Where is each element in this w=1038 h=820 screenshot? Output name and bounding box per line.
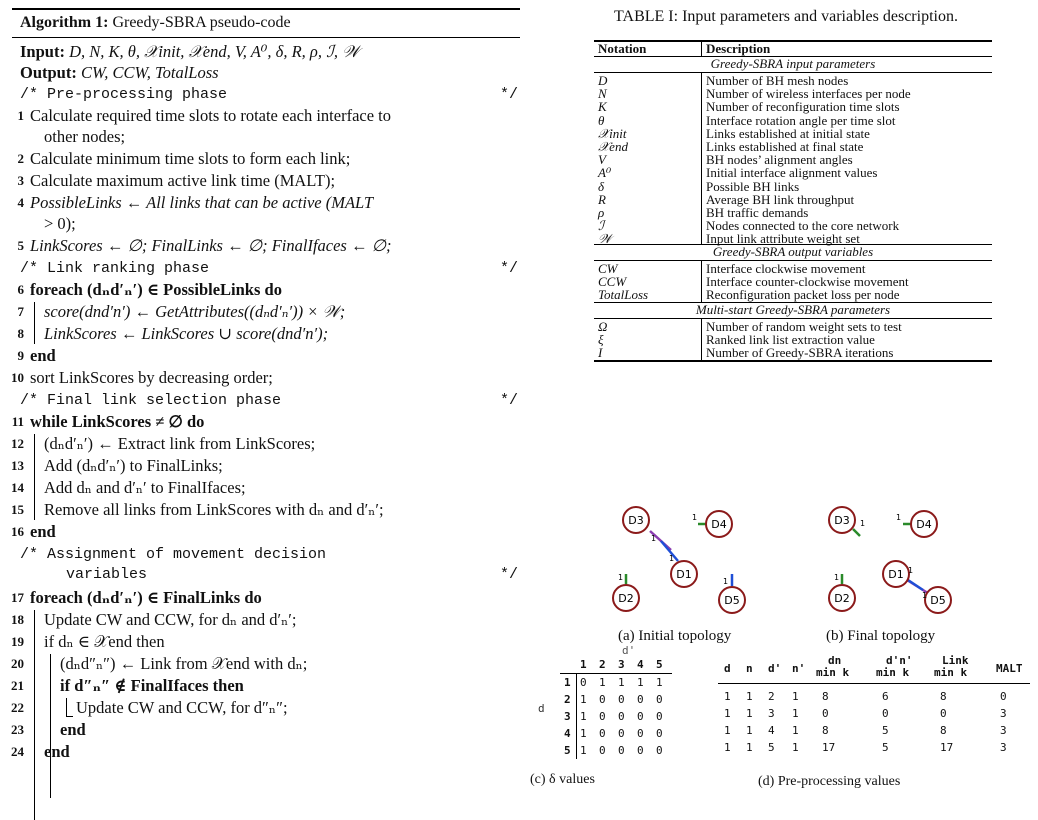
algorithm-input (20, 42, 359, 62)
node-label: D1 (676, 568, 692, 581)
algorithm-line: foreach (dₙd′ₙ′) ∈ FinalLinks do (30, 588, 262, 607)
table-cell: 1 (746, 690, 753, 703)
delta-cell: 0 (637, 727, 644, 740)
line-number: 11 (11, 414, 24, 429)
line-number: 21 (11, 678, 24, 693)
description-cell: BH traffic demands (706, 205, 809, 220)
notation-cell: R (598, 191, 606, 207)
header-cell: n (746, 662, 753, 675)
description-cell: Number of reconfiguration time slots (706, 99, 900, 115)
comment-assign: /* Assignment of movement decision (20, 546, 327, 563)
preprocessing-caption: (d) Pre-processing values (758, 774, 901, 789)
line-number: 5 (17, 238, 24, 253)
table-cell: 0 (940, 707, 947, 720)
notation-cell: 𝒳init (598, 125, 627, 141)
iface-label: 1 (618, 573, 624, 582)
delta-cell: 1 (580, 744, 587, 757)
notation-cell: CW (598, 261, 618, 276)
preprocessing-table (718, 652, 1034, 789)
table-cell: 5 (882, 741, 889, 754)
topology-svg (596, 500, 1016, 630)
delta-caption (530, 772, 690, 788)
delta-cell: 1 (580, 693, 587, 706)
line-number: 9 (17, 348, 24, 363)
description-cell: Links established at final state (706, 139, 864, 154)
algorithm-line: (dₙd′ₙ′) ← Extract link from LinkScores; (44, 434, 316, 453)
header-cell: d (724, 662, 731, 675)
table-row (594, 127, 992, 140)
header-cell: min k (876, 666, 910, 679)
table-column-divider (701, 72, 702, 244)
table-row (594, 275, 992, 288)
table-cell: 1 (724, 741, 731, 754)
table-row (594, 100, 992, 113)
comment-ranking: /* Link ranking phase (20, 260, 210, 277)
table-row (594, 180, 992, 193)
node-label: D1 (888, 568, 904, 581)
comment-preprocessing: /* Pre-processing phase (20, 86, 228, 103)
line-number: 6 (17, 282, 24, 297)
notation-cell: A⁰ (598, 165, 612, 181)
delta-cell: 0 (637, 710, 644, 723)
notation-cell: K (598, 99, 607, 115)
table-cell: 0 (1000, 690, 1007, 703)
delta-cell: 0 (618, 693, 625, 706)
description-cell: Average BH link throughput (706, 191, 855, 207)
table-caption: TABLE I: Input parameters and variables description. (614, 8, 958, 25)
description-cell: Number of Greedy-SBRA iterations (706, 345, 894, 361)
line-number: 14 (11, 480, 24, 495)
line-number: 22 (11, 700, 24, 715)
table-cell: 6 (882, 690, 889, 703)
delta-cell: 0 (637, 693, 644, 706)
table-cell: 5 (882, 724, 889, 737)
topology-figure (596, 500, 1016, 660)
delta-cell: 1 (580, 727, 587, 740)
algorithm-output (20, 63, 219, 83)
line-number: 18 (11, 612, 24, 627)
table-cell: 1 (746, 724, 753, 737)
delta-col-header: 5 (656, 658, 663, 671)
table-row (594, 87, 992, 100)
input-label: Input: (20, 42, 65, 61)
algorithm-line: LinkScores ← ∅; FinalLinks ← ∅; FinalIfaces ← ∅; (30, 236, 392, 255)
line-number: 13 (11, 458, 24, 473)
line-number: 19 (11, 634, 24, 649)
algorithm-line: Add (dₙd′ₙ′) to FinalLinks; (44, 456, 223, 475)
header-cell: min k (816, 666, 850, 679)
header-cell: MALT (996, 662, 1023, 675)
delta-cell: 0 (618, 744, 625, 757)
iface-label: 1 (896, 513, 902, 522)
output-label: Output: (20, 63, 77, 82)
table-cell: 3 (768, 707, 775, 720)
table-row (594, 140, 992, 153)
algorithm-line: PossibleLinks ← All links that can be active (MALT (30, 193, 374, 212)
description-cell: Possible BH links (706, 178, 800, 194)
comment-preprocessing-end: */ (500, 86, 519, 103)
table-cell: 8 (822, 724, 829, 737)
algorithm-line: sort LinkScores by decreasing order; (30, 368, 273, 387)
preprocessing-header-rule (718, 683, 1030, 684)
table-row (594, 288, 992, 301)
delta-cell: 0 (656, 693, 663, 706)
notation-cell: ξ (598, 332, 604, 348)
delta-cell: 0 (599, 727, 606, 740)
node-label: D5 (930, 594, 946, 607)
line-number: 1 (17, 108, 24, 123)
table-row (594, 333, 992, 346)
output-text: CW, CCW, TotalLoss (80, 63, 219, 82)
description-cell: Number of BH mesh nodes (706, 73, 849, 88)
algorithm-line: Update CW and CCW, for dₙ and d′ₙ′; (44, 610, 297, 629)
notation-cell: I (598, 345, 603, 361)
delta-row-header: 4 (564, 727, 571, 740)
algorithm-line: Update CW and CCW, for d″ₙ″; (76, 698, 288, 717)
table-cell: 8 (940, 690, 947, 703)
algorithm-line: Calculate required time slots to rotate each interface to (30, 106, 392, 125)
line-number: 2 (17, 151, 24, 166)
iface-label: 1 (834, 573, 840, 582)
iface-label: 1 (692, 513, 698, 522)
notation-cell: CCW (598, 274, 627, 290)
line-number: 3 (17, 173, 24, 188)
description-cell: Interface clockwise movement (706, 261, 866, 276)
notation-cell: 𝒳end (598, 139, 628, 154)
line-number: 23 (11, 722, 24, 737)
iface-label: 1 (669, 554, 675, 563)
delta-caption-text: (c) δ values (530, 772, 595, 787)
initial-topology-caption: (a) Initial topology (618, 628, 732, 644)
table-column-divider (701, 260, 702, 302)
algorithm-line: LinkScores ← LinkScores ∪ score(dnd′n′); (44, 324, 329, 343)
algorithm-line: (dₙd″ₙ″) ← Link from 𝒳end with dₙ; (60, 654, 308, 673)
node-label: D3 (834, 514, 850, 527)
comment-ranking-end: */ (500, 260, 519, 277)
notation-cell: TotalLoss (598, 287, 649, 303)
table-cell: 0 (882, 707, 889, 720)
comment-final: /* Final link selection phase (20, 392, 282, 409)
table-cell: 1 (792, 707, 799, 720)
notation-cell: 𝒲 (598, 231, 612, 247)
block-bar (50, 654, 51, 798)
notation-cell: θ (598, 112, 605, 128)
delta-cell: 0 (656, 744, 663, 757)
delta-cell: 0 (599, 693, 606, 706)
delta-cell: 1 (656, 676, 663, 689)
line-number: 10 (11, 370, 24, 385)
description-cell: Ranked link list extraction value (706, 332, 875, 348)
section-multistart-title: Multi-start Greedy-SBRA parameters (695, 302, 891, 317)
line-number: 20 (11, 656, 24, 671)
algorithm-caption-label: Algorithm 1: (20, 14, 109, 31)
header-cell: d'n' (886, 654, 913, 667)
table-cell: 3 (1000, 741, 1007, 754)
table-cell: 1 (792, 690, 799, 703)
notation-cell: ℐ (598, 218, 605, 234)
node-label: D5 (724, 594, 740, 607)
description-cell: Nodes connected to the core network (706, 218, 900, 234)
table-bottom-rule (594, 360, 992, 362)
table-header-row (594, 42, 992, 55)
block-hook (66, 698, 73, 717)
comment-final-end: */ (500, 392, 519, 409)
iface-d3-final (853, 529, 860, 536)
delta-col-header: 4 (637, 658, 644, 671)
table-cell: 1 (724, 707, 731, 720)
section-output-title: Greedy-SBRA output variables (712, 244, 874, 259)
description-cell: Input link attribute weight set (706, 231, 860, 247)
table-cell: 2 (768, 690, 775, 703)
table-column-divider (701, 40, 702, 56)
delta-row-axis: d (538, 702, 545, 715)
table-cell: 1 (724, 724, 731, 737)
delta-row-header: 5 (564, 744, 571, 757)
delta-matrix (530, 644, 680, 787)
algorithm-line: end (30, 346, 56, 365)
table-row (594, 193, 992, 206)
table-row (594, 346, 992, 359)
delta-cell: 0 (618, 727, 625, 740)
description-cell: Initial interface alignment values (706, 165, 878, 181)
delta-cell: 0 (580, 676, 587, 689)
section-input-title: Greedy-SBRA input parameters (710, 56, 876, 71)
description-cell: Interface rotation angle per time slot (706, 112, 896, 128)
table-row (594, 219, 992, 232)
table-row (594, 206, 992, 219)
iface-label: 1 (723, 577, 729, 586)
header-cell: dn (828, 654, 842, 667)
delta-row-header: 1 (564, 676, 571, 689)
table-row (594, 262, 992, 275)
node-label: D4 (711, 518, 727, 531)
node-label: D3 (628, 514, 644, 527)
delta-cell: 1 (580, 710, 587, 723)
line-number: 15 (11, 502, 24, 517)
table-cell: 1 (724, 690, 731, 703)
initial-topology (613, 507, 745, 613)
description-cell: BH nodes’ alignment angles (706, 152, 853, 168)
algorithm-line: foreach (dₙd′ₙ′) ∈ PossibleLinks do (30, 280, 282, 299)
delta-cell: 0 (618, 710, 625, 723)
delta-col-header: 3 (618, 658, 625, 671)
line-number: 16 (11, 524, 24, 539)
description-cell: Number of random weight sets to test (706, 319, 902, 334)
algorithm-caption-rule (12, 37, 520, 38)
delta-cell: 0 (656, 727, 663, 740)
comment-assign-end: */ (500, 566, 519, 583)
delta-cell: 0 (637, 744, 644, 757)
algorithm-line: end (44, 742, 70, 761)
table-column-divider (701, 318, 702, 360)
block-bar (34, 434, 35, 520)
line-number: 8 (17, 326, 24, 341)
line-number: 12 (11, 436, 24, 451)
notation-cell: V (598, 152, 606, 168)
table-cell: 3 (1000, 724, 1007, 737)
algorithm-line: while LinkScores ≠ ∅ do (30, 412, 205, 431)
node-label: D2 (834, 592, 850, 605)
description-cell: Interface counter-clockwise movement (706, 274, 909, 290)
algorithm-top-rule (12, 8, 520, 10)
table-cell: 0 (822, 707, 829, 720)
delta-cell: 1 (599, 676, 606, 689)
notation-cell: ρ (598, 205, 605, 220)
line-number: 17 (11, 590, 24, 605)
algorithm-caption-text: Greedy-SBRA pseudo-code (108, 14, 291, 31)
block-bar (34, 610, 35, 820)
iface-label: 1 (908, 566, 914, 575)
delta-col-header: 1 (580, 658, 587, 671)
comment-assign-cont: variables (66, 566, 148, 583)
final-topology (829, 507, 951, 613)
table-row (594, 153, 992, 166)
description-cell: Number of wireless interfaces per node (706, 86, 911, 102)
algorithm-line: > 0); (44, 214, 76, 233)
algorithm-line: if dₙ ∈ 𝒳end then (44, 632, 165, 651)
algorithm-line: Remove all links from LinkScores with dₙ and d′ₙ′; (44, 500, 384, 519)
notation-cell: δ (598, 178, 605, 194)
input-text: D, N, K, θ, 𝒳init, 𝒳end, V, A⁰, δ, R, ρ, ℐ, 𝒲 (69, 42, 360, 61)
delta-row-header: 3 (564, 710, 571, 723)
delta-cell: 0 (599, 744, 606, 757)
delta-cell: 0 (599, 710, 606, 723)
table-row (594, 320, 992, 333)
block-bar (34, 302, 35, 344)
final-topology-caption: (b) Final topology (826, 628, 936, 644)
algorithm-line: other nodes; (44, 127, 126, 146)
algorithm-line: Add dₙ and d′ₙ′ to FinalIfaces; (44, 478, 246, 497)
notation-cell: N (598, 86, 607, 102)
iface-label: 1 (860, 519, 866, 528)
delta-col-axis: d' (622, 644, 636, 657)
delta-col-header: 2 (599, 658, 606, 671)
table-cell: 4 (768, 724, 775, 737)
header-cell: min k (934, 666, 968, 679)
table-row (594, 166, 992, 179)
table-cell: 1 (746, 741, 753, 754)
table-cell: 3 (1000, 707, 1007, 720)
line-number: 24 (11, 744, 24, 759)
algorithm-line: Calculate minimum time slots to form each link; (30, 149, 351, 168)
header-notation: Notation (598, 41, 647, 56)
line-number: 7 (17, 304, 24, 319)
iface-label: 1 (922, 591, 928, 600)
iface-label: 1 (651, 534, 657, 543)
delta-row-header: 2 (564, 693, 571, 706)
header-cell: Link (942, 654, 969, 667)
table-cell: 5 (768, 741, 775, 754)
algorithm-line: end (60, 720, 86, 739)
description-cell: Links established at initial state (706, 125, 870, 141)
table-cell: 8 (822, 690, 829, 703)
algorithm-line: score(dnd′n′) ← GetAttributes((dₙd′ₙ′)) × 𝒲; (44, 302, 346, 321)
delta-cell: 1 (618, 676, 625, 689)
notation-cell: Ω (598, 319, 608, 334)
table-cell: 1 (792, 724, 799, 737)
algorithm-block (12, 8, 520, 818)
delta-cell: 0 (656, 710, 663, 723)
table-cell: 1 (746, 707, 753, 720)
algorithm-line: if d″ₙ″ ∉ FinalIfaces then (60, 676, 244, 695)
delta-cell: 1 (637, 676, 644, 689)
delta-column-rule (576, 673, 577, 759)
notation-cell: D (598, 73, 608, 88)
header-description: Description (706, 41, 771, 56)
algorithm-line: end (30, 522, 56, 541)
description-cell: Reconfiguration packet loss per node (706, 287, 900, 303)
table-cell: 17 (822, 741, 836, 754)
line-number: 4 (17, 195, 24, 210)
node-label: D2 (618, 592, 634, 605)
table-cell: 8 (940, 724, 947, 737)
table-row (594, 114, 992, 127)
header-cell: d' (768, 662, 782, 675)
table-cell: 1 (792, 741, 799, 754)
algorithm-caption (20, 14, 291, 32)
node-label: D4 (916, 518, 932, 531)
table-cell: 17 (940, 741, 954, 754)
header-cell: n' (792, 662, 806, 675)
algorithm-line: Calculate maximum active link time (MALT); (30, 171, 336, 190)
table-row (594, 74, 992, 87)
